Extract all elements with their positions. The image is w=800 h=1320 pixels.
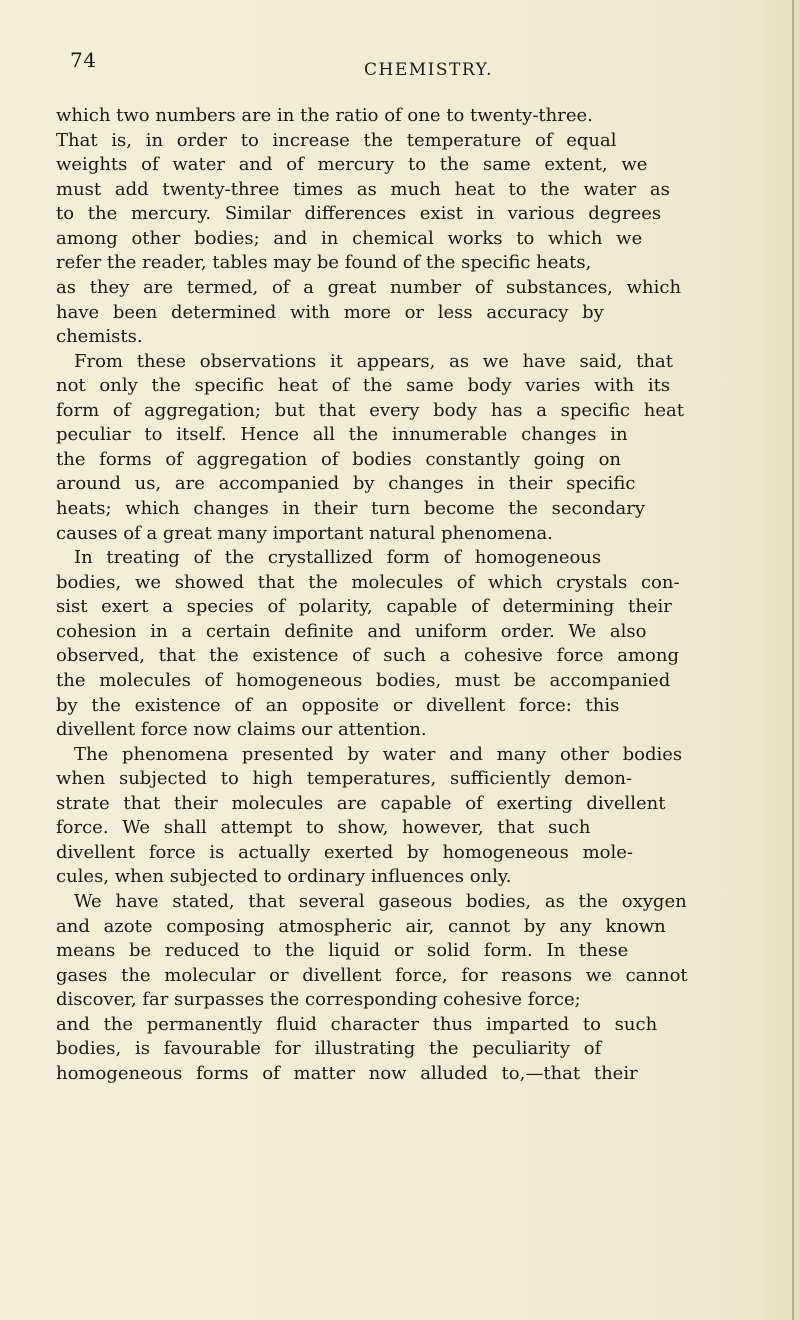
text-line: as they are termed, of a great number of substances, which [56, 276, 682, 298]
text-line: cules, when subjected to ordinary influences only. [56, 866, 512, 888]
text-line: gases the molecular or divellent force, for reasons we cannot [56, 964, 688, 986]
text-line: weights of water and of mercury to the same extent, we [56, 154, 648, 176]
text-line: divellent force is actually exerted by homogeneous mole- [56, 841, 634, 863]
page-header [0, 48, 800, 78]
text-line: around us, are accompanied by changes in their specific [56, 473, 636, 495]
text-line: means be reduced to the liquid or solid form. In these [56, 940, 629, 962]
text-line: peculiar to itself. Hence all the innumerable changes in [56, 424, 628, 446]
text-line: heats; which changes in their turn become the secondary [56, 498, 646, 519]
text-line: strate that their molecules are capable of exerting divellent [56, 792, 666, 814]
text-line: refer the reader, tables may be found of the specific heats, [56, 252, 592, 274]
text-line: divellent force now claims our attention. [56, 719, 427, 741]
text-line: homogeneous forms of matter now alluded to,—that their [56, 1062, 638, 1084]
text-line: sist exert a species of polarity, capable of determining their [56, 596, 672, 618]
text-line: and the permanently fluid character thus imparted to such [56, 1013, 658, 1035]
text-line: We have stated, that several gaseous bodies, as the oxygen [74, 891, 687, 912]
text-line: and azote composing atmospheric air, cannot by any known [56, 915, 666, 937]
text-line: In treating of the crystallized form of homogeneous [74, 547, 602, 569]
text-line: the molecules of homogeneous bodies, must be accompanied [56, 669, 671, 691]
text-line: bodies, is favourable for illustrating the peculiarity of [56, 1038, 602, 1060]
text-line: form of aggregation; but that every body has a specific heat [56, 399, 684, 421]
text-line: among other bodies; and in chemical works to which we [56, 227, 643, 249]
text-line: must add twenty-three times as much heat to the water as [56, 178, 670, 200]
text-line: cohesion in a certain definite and uniform order. We also [56, 620, 647, 642]
text-line: causes of a great many important natural phenomena. [56, 522, 553, 544]
text-line: bodies, we showed that the molecules of which crystals con- [56, 571, 680, 593]
body-text [56, 104, 792, 1087]
text-line: discover, far surpasses the corresponding cohesive force; [56, 989, 581, 1011]
text-line: not only the specific heat of the same body varies with its [56, 375, 671, 397]
text-line: chemists. [56, 326, 143, 348]
text-line: by the existence of an opposite or divellent force: this [56, 694, 620, 716]
text-line: when subjected to high temperatures, sufficiently demon- [56, 768, 633, 790]
text-line: which two numbers are in the ratio of one to twenty-three. [56, 105, 593, 126]
running-head: CHEMISTRY. [364, 60, 494, 80]
text-line: have been determined with more or less accuracy by [56, 301, 604, 323]
text-line: The phenomena presented by water and many other bodies [74, 743, 683, 765]
page-number: 74 [70, 48, 97, 72]
text-line: force. We shall attempt to show, however, that such [56, 817, 591, 839]
text-line: That is, in order to increase the temperature of equal [56, 129, 617, 151]
text-line: From these observations it appears, as we have said, that [74, 350, 673, 372]
page-edge [792, 0, 794, 1320]
text-line: the forms of aggregation of bodies constantly going on [56, 448, 622, 470]
text-line: to the mercury. Similar differences exist in various degrees [56, 203, 662, 225]
text-line: observed, that the existence of such a cohesive force among [56, 645, 679, 667]
